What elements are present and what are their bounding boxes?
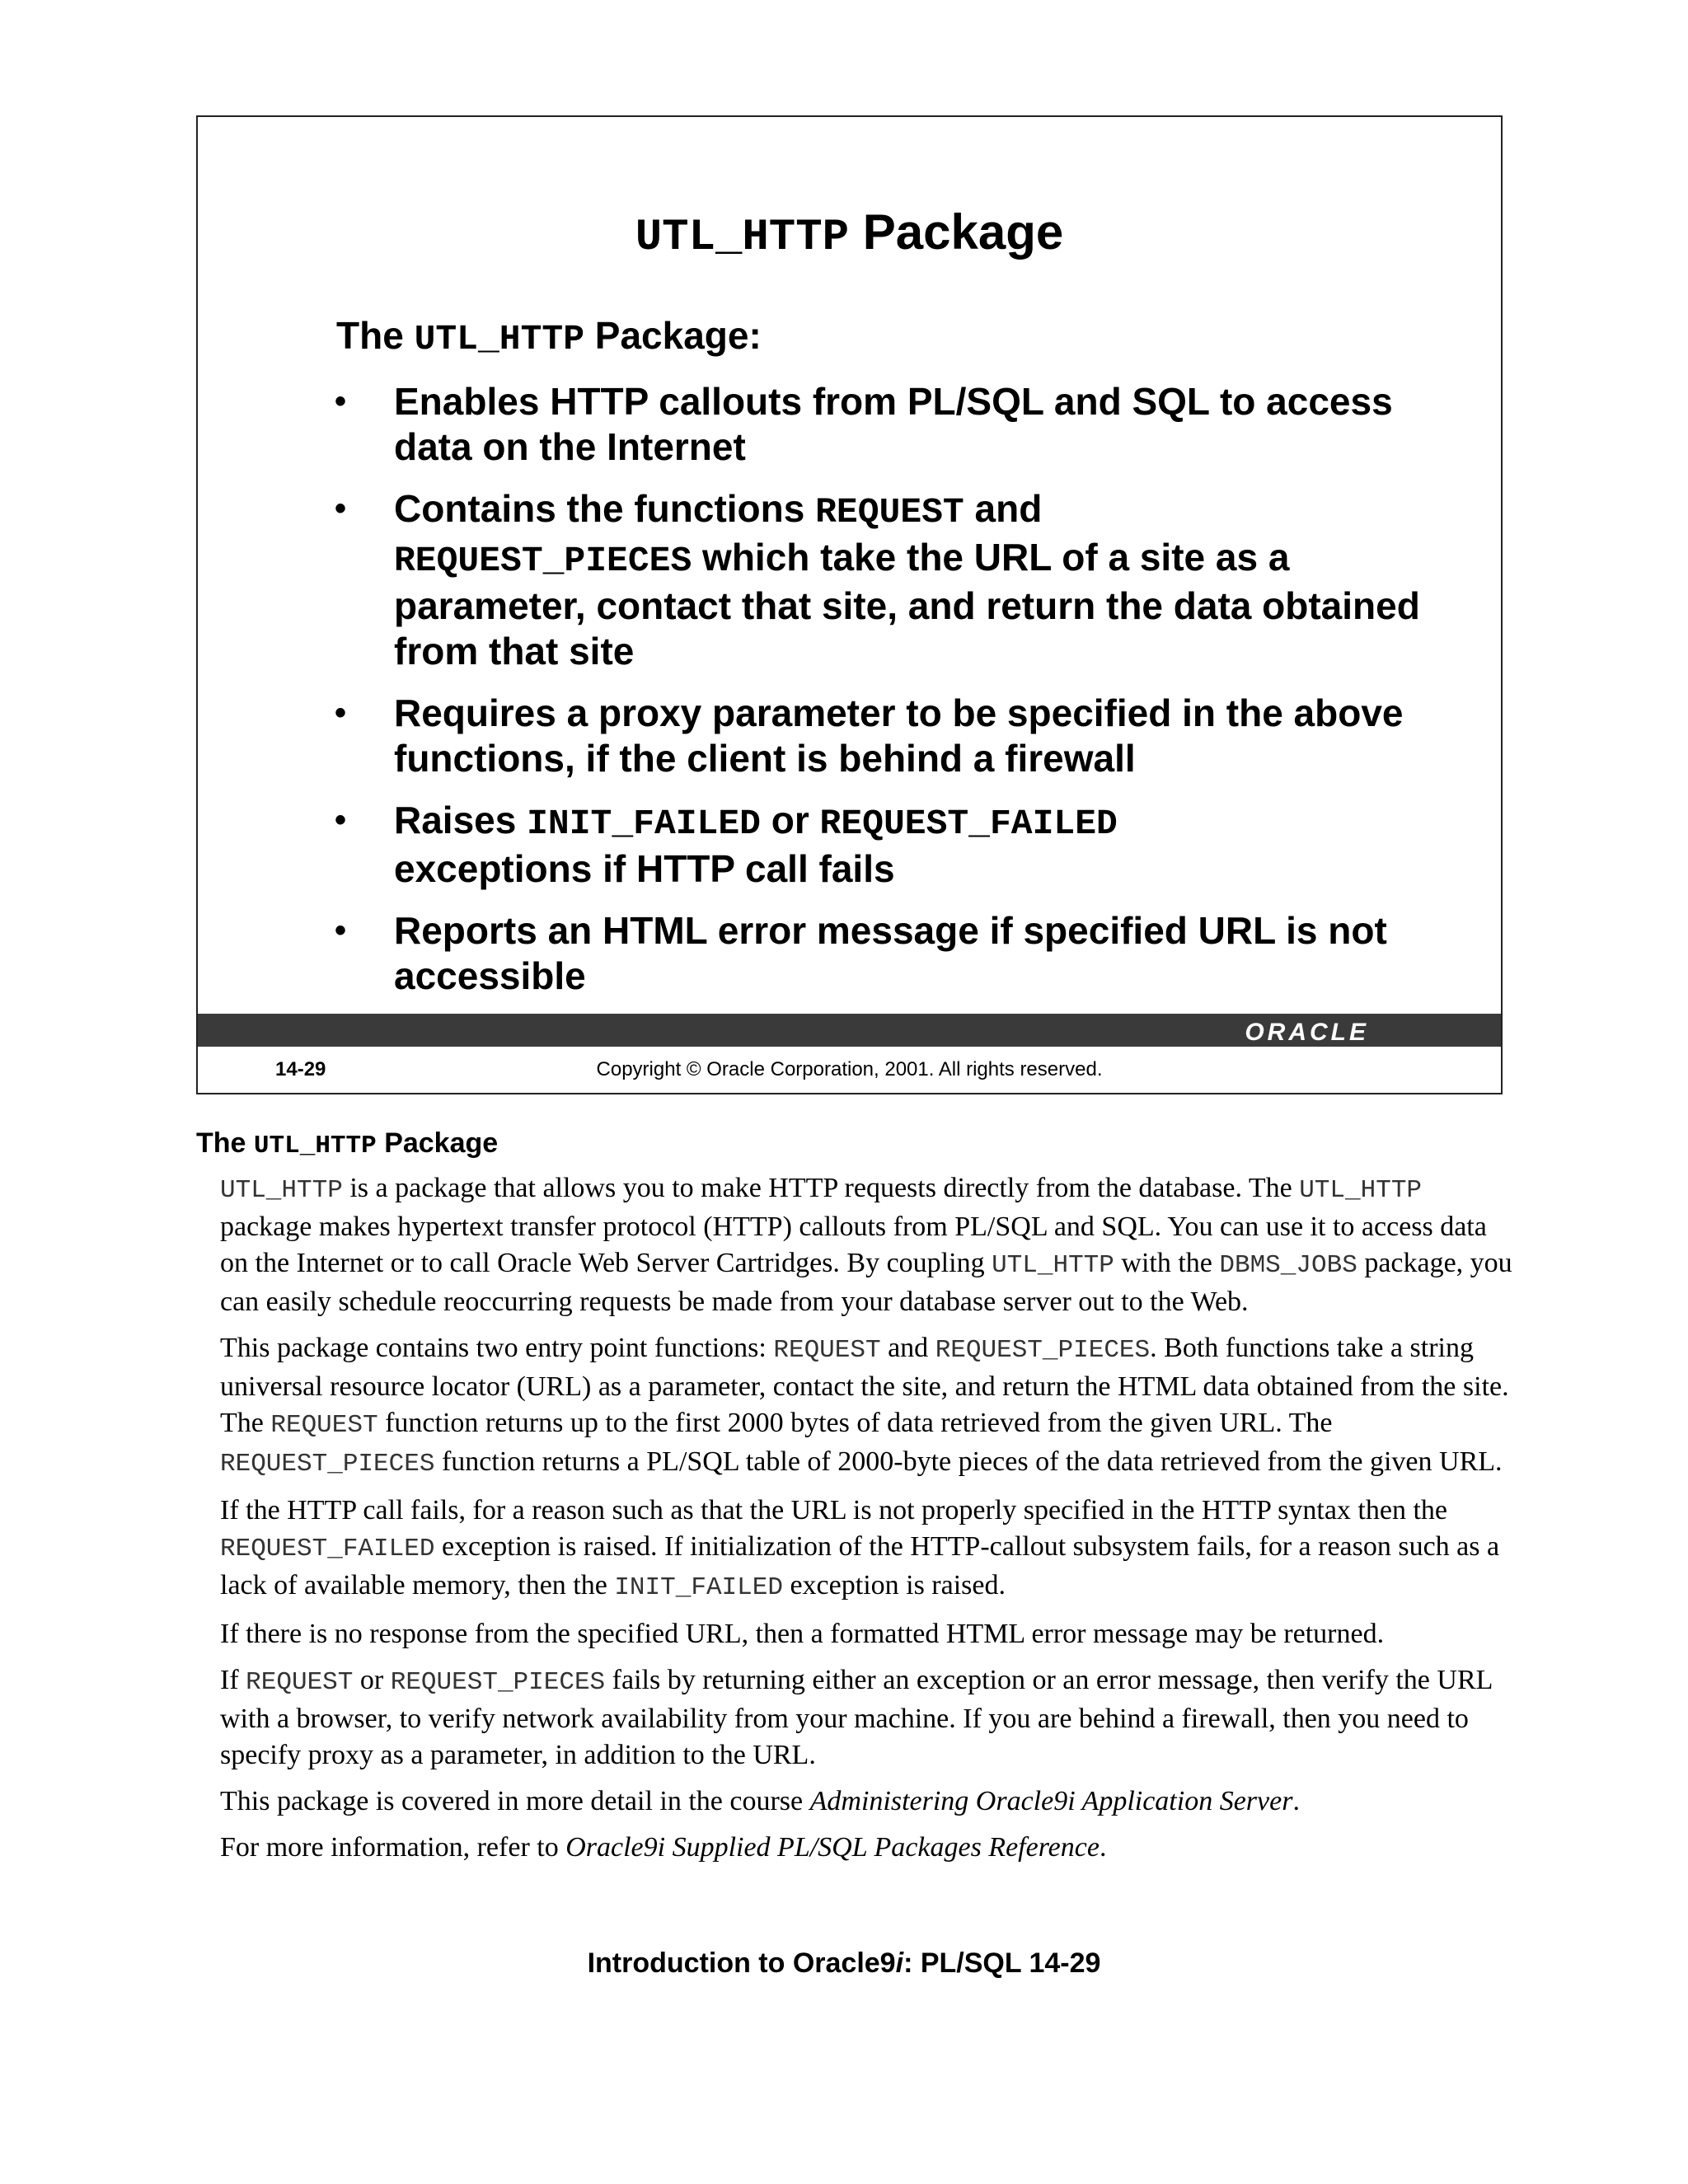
body-text: function returns up to the first 2000 bytes of data retrieved from the given URL. The	[385, 1408, 1333, 1438]
bullet-text: Reports an HTML error message if specified URL is not accessible	[394, 909, 1387, 997]
bullet-icon: •	[335, 695, 347, 731]
bullet-text: exceptions if HTTP call fails	[394, 847, 895, 890]
bullet-item	[330, 691, 1426, 781]
slide-subheading	[336, 311, 762, 364]
bullet-icon: •	[335, 802, 347, 838]
bullet-icon: •	[335, 490, 347, 527]
code-text: INIT_FAILED	[527, 804, 761, 844]
slide-frame	[196, 115, 1503, 1094]
body-text: If	[220, 1665, 239, 1695]
slide-number: 14-29	[275, 1058, 326, 1080]
bullet-text: which take the URL of a site as a parameter, contact that site, and return the data obtained from that site	[394, 536, 1420, 673]
paragraph	[220, 1830, 1514, 1866]
bullet-text: Raises	[394, 799, 517, 841]
paragraph	[220, 1783, 1514, 1820]
footer-italic: i	[895, 1947, 904, 1979]
code-text: UTL_HTTP	[1299, 1176, 1423, 1205]
paragraph	[220, 1493, 1514, 1606]
paragraph	[220, 1330, 1514, 1483]
bullet-text: or	[771, 799, 809, 841]
body-text: and	[888, 1333, 929, 1363]
code-text: REQUEST	[815, 492, 964, 532]
code-text: REQUEST_PIECES	[394, 541, 692, 581]
code-text: REQUEST	[773, 1336, 881, 1365]
body-text: exception is raised.	[790, 1570, 1006, 1601]
bullet-item	[330, 379, 1426, 470]
title-text: Package	[862, 204, 1064, 260]
heading-code: UTL_HTTP	[253, 1132, 377, 1160]
code-text: REQUEST_PIECES	[935, 1336, 1151, 1365]
body-text: .	[1099, 1832, 1107, 1863]
bullet-text: and	[974, 487, 1043, 530]
subhead-text: Package:	[594, 314, 762, 357]
body-text: package, you can easily schedule reoccurring requests be made from your database server out to the Web.	[220, 1248, 1512, 1317]
bullet-item	[330, 486, 1426, 674]
code-text: REQUEST_FAILED	[220, 1535, 435, 1563]
code-text: DBMS_JOBS	[1219, 1251, 1357, 1280]
code-text: REQUEST_PIECES	[390, 1668, 606, 1697]
body-text: .	[1292, 1786, 1300, 1816]
copyright-text: Copyright © Oracle Corporation, 2001. All rights reserved.	[596, 1058, 1103, 1080]
title-code: UTL_HTTP	[635, 213, 850, 263]
oracle-logo: ORACLE	[1245, 1019, 1369, 1046]
bullet-icon: •	[335, 383, 347, 419]
subhead-text: The	[336, 314, 404, 357]
paragraph	[220, 1170, 1514, 1320]
reference-title: Oracle9i Supplied PL/SQL Packages Reference	[565, 1832, 1100, 1863]
body-text: . Both functions take a string universal resource locator (URL) as a parameter, contact the site, and return the HTML data obtained from the site. The	[220, 1333, 1509, 1438]
notes-heading	[196, 1123, 498, 1166]
notes-body	[220, 1170, 1514, 1876]
code-text: UTL_HTTP	[220, 1176, 343, 1205]
course-title: Administering Oracle9i Application Server	[809, 1786, 1293, 1816]
code-text: REQUEST	[246, 1668, 354, 1697]
code-text: REQUEST	[270, 1411, 378, 1440]
body-text: If the HTTP call fails, for a reason such as that the URL is not properly specified in the HTTP syntax then the	[220, 1495, 1447, 1526]
bullet-text: Requires a proxy parameter to be specified in the above functions, if the client is behind a firewall	[394, 691, 1404, 780]
footer-text: : PL/SQL 14-29	[903, 1947, 1101, 1979]
bullet-text: Contains the functions	[394, 487, 805, 530]
body-text: or	[359, 1665, 384, 1695]
footer-text: Introduction to Oracle9	[587, 1947, 896, 1979]
body-text: This package contains two entry point functions:	[220, 1333, 767, 1363]
code-text: INIT_FAILED	[614, 1573, 783, 1602]
bullet-icon: •	[335, 912, 347, 949]
body-text: function returns a PL/SQL table of 2000-byte pieces of the data retrieved from the given URL.	[441, 1446, 1503, 1477]
bullet-item	[330, 798, 1426, 892]
page-footer	[0, 1945, 1688, 1981]
heading-text: The	[196, 1127, 246, 1159]
bullet-list	[330, 379, 1426, 1015]
body-text: is a package that allows you to make HTTP requests directly from the database. The	[349, 1173, 1292, 1203]
code-text: REQUEST_FAILED	[819, 804, 1118, 844]
heading-text: Package	[384, 1127, 499, 1159]
bullet-text: Enables HTTP callouts from PL/SQL and SQL to access data on the Internet	[394, 380, 1393, 468]
slide-footer	[198, 1047, 1501, 1093]
slide-footer-bar	[198, 1014, 1501, 1047]
subhead-code: UTL_HTTP	[414, 319, 584, 359]
body-text: package makes hypertext transfer protocol (HTTP) callouts from PL/SQL and SQL. You can use it to access data on the Internet or to call Oracle Web Server Cartridges. By coupling	[220, 1212, 1487, 1278]
paragraph: If there is no response from the specified URL, then a formatted HTML error message may be returned.	[220, 1619, 1385, 1649]
body-text: fails by returning either an exception or an error message, then verify the URL with a browser, to verify network availability from your machine. If you are behind a firewall, then you need to specify proxy as a parameter, in addition to the URL.	[220, 1665, 1493, 1770]
code-text: REQUEST_PIECES	[220, 1450, 435, 1479]
code-text: UTL_HTTP	[992, 1251, 1114, 1280]
paragraph	[220, 1662, 1514, 1774]
body-text: exception is raised. If initialization of the HTTP-callout subsystem fails, for a reason such as a lack of available memory, then the	[220, 1531, 1500, 1601]
body-text: For more information, refer to	[220, 1832, 559, 1863]
body-text: This package is covered in more detail in the course	[220, 1786, 804, 1816]
bullet-item	[330, 908, 1426, 999]
body-text: with the	[1121, 1248, 1212, 1278]
slide-title	[198, 199, 1501, 271]
